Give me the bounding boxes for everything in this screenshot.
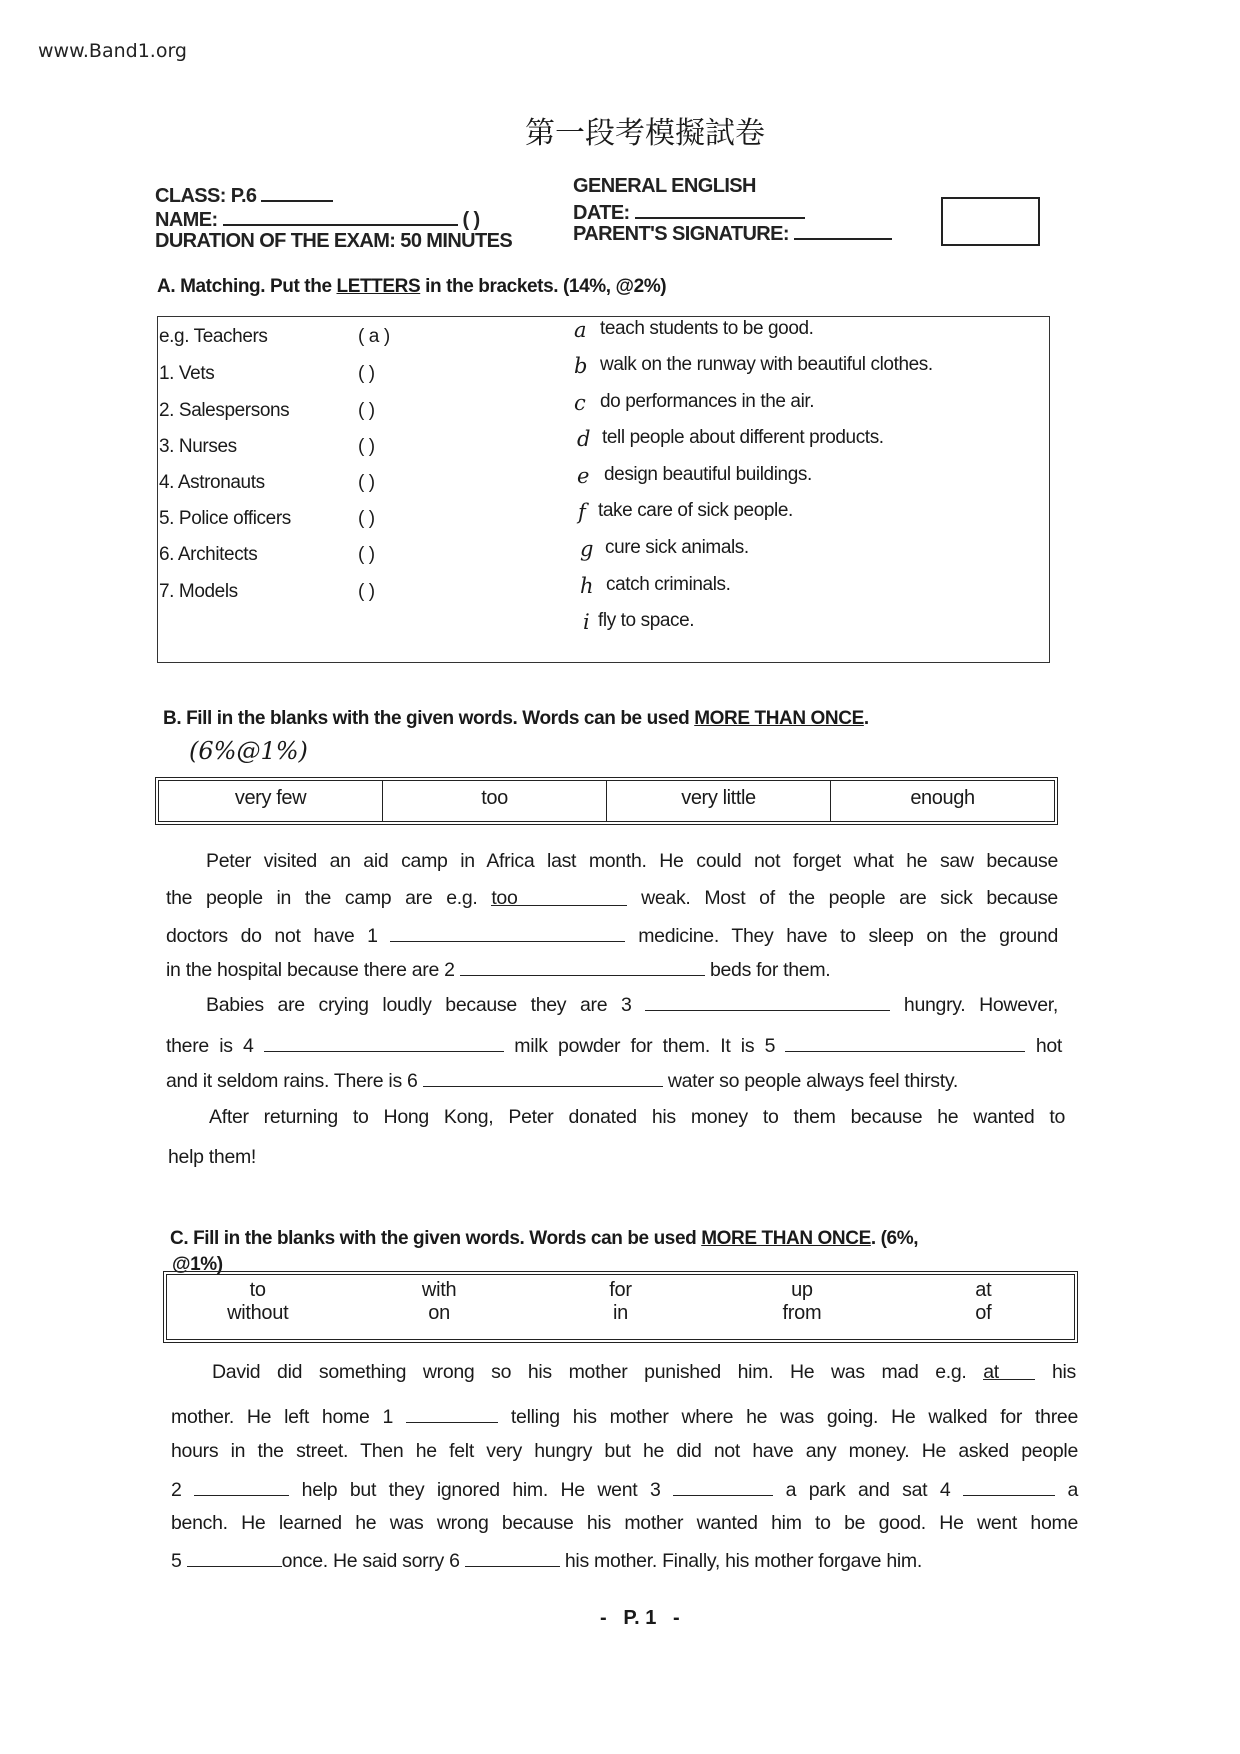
passage-c-line — [212, 1361, 1076, 1384]
section-b-heading — [163, 708, 869, 730]
option-text: take care of sick people. — [598, 500, 793, 521]
example-answer: too — [491, 887, 627, 906]
passage-text: weak. Most of the people are sick because — [641, 887, 1058, 909]
answer-blank-2[interactable] — [194, 1477, 289, 1496]
heading-text: . (6%, — [870, 1228, 919, 1249]
passage-b-line — [166, 923, 1058, 948]
match-item: 4. Astronauts — [159, 472, 265, 493]
class-blank[interactable] — [261, 184, 333, 202]
option-text: tell people about different products. — [602, 427, 884, 448]
word-bank-row — [167, 1302, 1074, 1325]
match-item: 6. Architects — [159, 544, 258, 565]
option-letter: c — [574, 391, 586, 415]
answer-blank-2[interactable] — [460, 957, 705, 976]
match-item: 3. Nurses — [159, 436, 237, 457]
word-bank-c — [163, 1271, 1078, 1343]
passage-text: the people in the camp are e.g. — [166, 887, 478, 909]
page-title: 第一段考模擬試卷 — [525, 116, 765, 151]
passage-b-line — [166, 957, 1058, 982]
option-text: teach students to be good. — [600, 318, 814, 339]
signature-blank[interactable] — [794, 222, 892, 240]
example-answer: at — [983, 1361, 1035, 1380]
passage-text: 2 — [171, 1479, 182, 1501]
option-text: catch criminals. — [606, 574, 731, 595]
date-blank[interactable] — [635, 201, 805, 219]
passage-c-line — [171, 1548, 1078, 1573]
option-text: cure sick animals. — [605, 537, 749, 558]
match-item: 5. Police officers — [159, 508, 291, 529]
heading-emphasis: MORE THAN ONCE — [701, 1228, 871, 1249]
class-field — [155, 184, 333, 208]
match-answer[interactable]: ( ) — [358, 400, 375, 421]
match-item: 7. Models — [159, 581, 238, 602]
passage-b-line: After returning to Hong Kong, Peter donated his money to them because he wanted to — [209, 1106, 1065, 1128]
page-number: - P. 1 - — [600, 1607, 680, 1629]
option-letter: e — [577, 464, 590, 488]
match-answer[interactable]: ( ) — [358, 436, 375, 457]
word-bank-word: too — [383, 781, 607, 821]
option-text: do performances in the air. — [600, 391, 815, 412]
heading-text: A. Matching. Put the — [157, 276, 337, 297]
name-field — [155, 208, 480, 232]
heading-text: B. Fill in the blanks with the given words. Words can be used — [163, 708, 695, 729]
score-box — [941, 197, 1040, 246]
answer-blank-4[interactable] — [264, 1033, 504, 1052]
passage-text: mother. He left home 1 — [171, 1406, 393, 1428]
signature-label: PARENT'S SIGNATURE: — [573, 223, 789, 245]
match-answer[interactable]: ( ) — [358, 544, 375, 565]
heading-text: . — [863, 708, 869, 729]
passage-c-line — [171, 1477, 1078, 1502]
passage-text: his mother. Finally, his mother forgave him. — [564, 1550, 922, 1572]
word-bank-word: without — [227, 1302, 289, 1324]
option-text: design beautiful buildings. — [604, 464, 812, 485]
passage-text: Babies are crying loudly because they are 3 — [206, 994, 632, 1016]
word-bank-b — [155, 777, 1058, 825]
class-label: CLASS: P.6 — [155, 185, 257, 207]
word-bank-row — [167, 1279, 1074, 1302]
word-bank-word: for — [609, 1279, 632, 1301]
option-letter: d — [577, 427, 591, 451]
word-bank-word: to — [249, 1279, 266, 1301]
word-bank-word: at — [975, 1279, 992, 1301]
word-bank-word: on — [428, 1302, 450, 1324]
answer-blank-6[interactable] — [423, 1068, 663, 1087]
passage-text: hungry. However, — [903, 994, 1058, 1016]
match-item: 2. Salespersons — [159, 400, 290, 421]
word-bank-word: very few — [159, 781, 383, 821]
marks-handwritten: (6%@1%) — [189, 737, 308, 765]
passage-b-line: Peter visited an aid camp in Africa last month. He could not forget what he saw because — [206, 850, 1058, 872]
option-letter: f — [578, 500, 586, 524]
answer-blank-5[interactable] — [785, 1033, 1025, 1052]
passage-text: a — [1067, 1479, 1079, 1501]
passage-text: and it seldom rains. There is 6 — [166, 1070, 418, 1092]
passage-text: 5 — [171, 1550, 182, 1572]
passage-text: help but they ignored him. He went 3 — [301, 1479, 661, 1501]
answer-blank-6[interactable] — [465, 1548, 560, 1567]
option-letter: g — [580, 537, 594, 561]
name-label: NAME: — [155, 209, 218, 231]
passage-c-line: bench. He learned he was wrong because his mother wanted him to be good. He went home — [171, 1512, 1078, 1534]
passage-text: a park and sat 4 — [785, 1479, 951, 1501]
answer-blank-1[interactable] — [390, 923, 625, 942]
signature-field — [573, 222, 892, 246]
passage-text: water so people always feel thirsty. — [667, 1070, 958, 1092]
subject: GENERAL ENGLISH — [573, 175, 756, 197]
answer-blank-4[interactable] — [963, 1477, 1055, 1496]
heading-emphasis: MORE THAN ONCE — [694, 708, 864, 729]
passage-b-line: help them! — [168, 1146, 257, 1168]
answer-blank-3[interactable] — [673, 1477, 773, 1496]
option-text: walk on the runway with beautiful clothes. — [600, 354, 933, 375]
class-number-brackets: ( ) — [462, 209, 480, 231]
option-letter: i — [583, 610, 590, 634]
passage-text: there is 4 — [166, 1035, 254, 1057]
passage-c-line — [171, 1404, 1078, 1429]
word-bank-word: of — [975, 1302, 992, 1324]
section-c-heading-cont: @1%) — [172, 1254, 223, 1275]
section-a-heading — [157, 276, 666, 298]
passage-text: hot — [1035, 1035, 1063, 1057]
date-label: DATE: — [573, 202, 630, 224]
heading-text: in the brackets. (14%, @2%) — [420, 276, 667, 297]
option-letter: b — [574, 354, 588, 378]
heading-emphasis: LETTERS — [336, 276, 421, 297]
match-answer[interactable]: ( ) — [358, 472, 375, 493]
passage-text: in the hospital because there are 2 — [166, 959, 455, 981]
passage-text: milk powder for them. It is 5 — [514, 1035, 776, 1057]
passage-b-line — [166, 1068, 1058, 1093]
heading-text: C. Fill in the blanks with the given words. Words can be used — [170, 1228, 702, 1249]
option-text: fly to space. — [598, 610, 695, 631]
word-bank-word: very little — [607, 781, 831, 821]
passage-text: beds for them. — [709, 959, 831, 981]
answer-blank-5[interactable] — [187, 1548, 282, 1567]
section-c-heading — [170, 1228, 918, 1250]
match-answer[interactable]: ( ) — [358, 581, 375, 602]
word-bank-word: up — [791, 1279, 813, 1301]
passage-c-line: hours in the street. Then he felt very hungry but he did not have any money. He asked people — [171, 1440, 1078, 1462]
passage-b-line — [206, 992, 1058, 1017]
passage-text: medicine. They have to sleep on the ground — [638, 925, 1059, 947]
word-bank-word: in — [613, 1302, 628, 1324]
passage-text: his — [1051, 1361, 1076, 1383]
passage-text: telling his mother where he was going. He walked for three — [510, 1406, 1078, 1428]
match-answer[interactable]: ( ) — [358, 363, 375, 384]
passage-b-line — [166, 887, 1058, 910]
word-bank-word: from — [782, 1302, 822, 1324]
passage-text: doctors do not have 1 — [166, 925, 378, 947]
match-item: 1. Vets — [159, 363, 215, 384]
match-item: e.g. Teachers — [159, 326, 268, 347]
site-url: www.Band1.org — [38, 40, 187, 62]
answer-blank-3[interactable] — [645, 992, 890, 1011]
exam-duration: DURATION OF THE EXAM: 50 MINUTES — [155, 230, 513, 252]
match-answer[interactable]: ( a ) — [358, 326, 390, 347]
word-bank-word: enough — [910, 787, 975, 809]
passage-text: once. He said sorry 6 — [281, 1550, 460, 1572]
option-letter: a — [574, 318, 587, 342]
passage-text: David did something wrong so his mother punished him. He was mad e.g. — [212, 1361, 967, 1383]
answer-blank-1[interactable] — [406, 1404, 498, 1423]
passage-b-line — [166, 1033, 1062, 1058]
match-answer[interactable]: ( ) — [358, 508, 375, 529]
word-bank-word: with — [421, 1279, 457, 1301]
option-letter: h — [580, 574, 594, 598]
name-blank[interactable] — [223, 208, 458, 226]
